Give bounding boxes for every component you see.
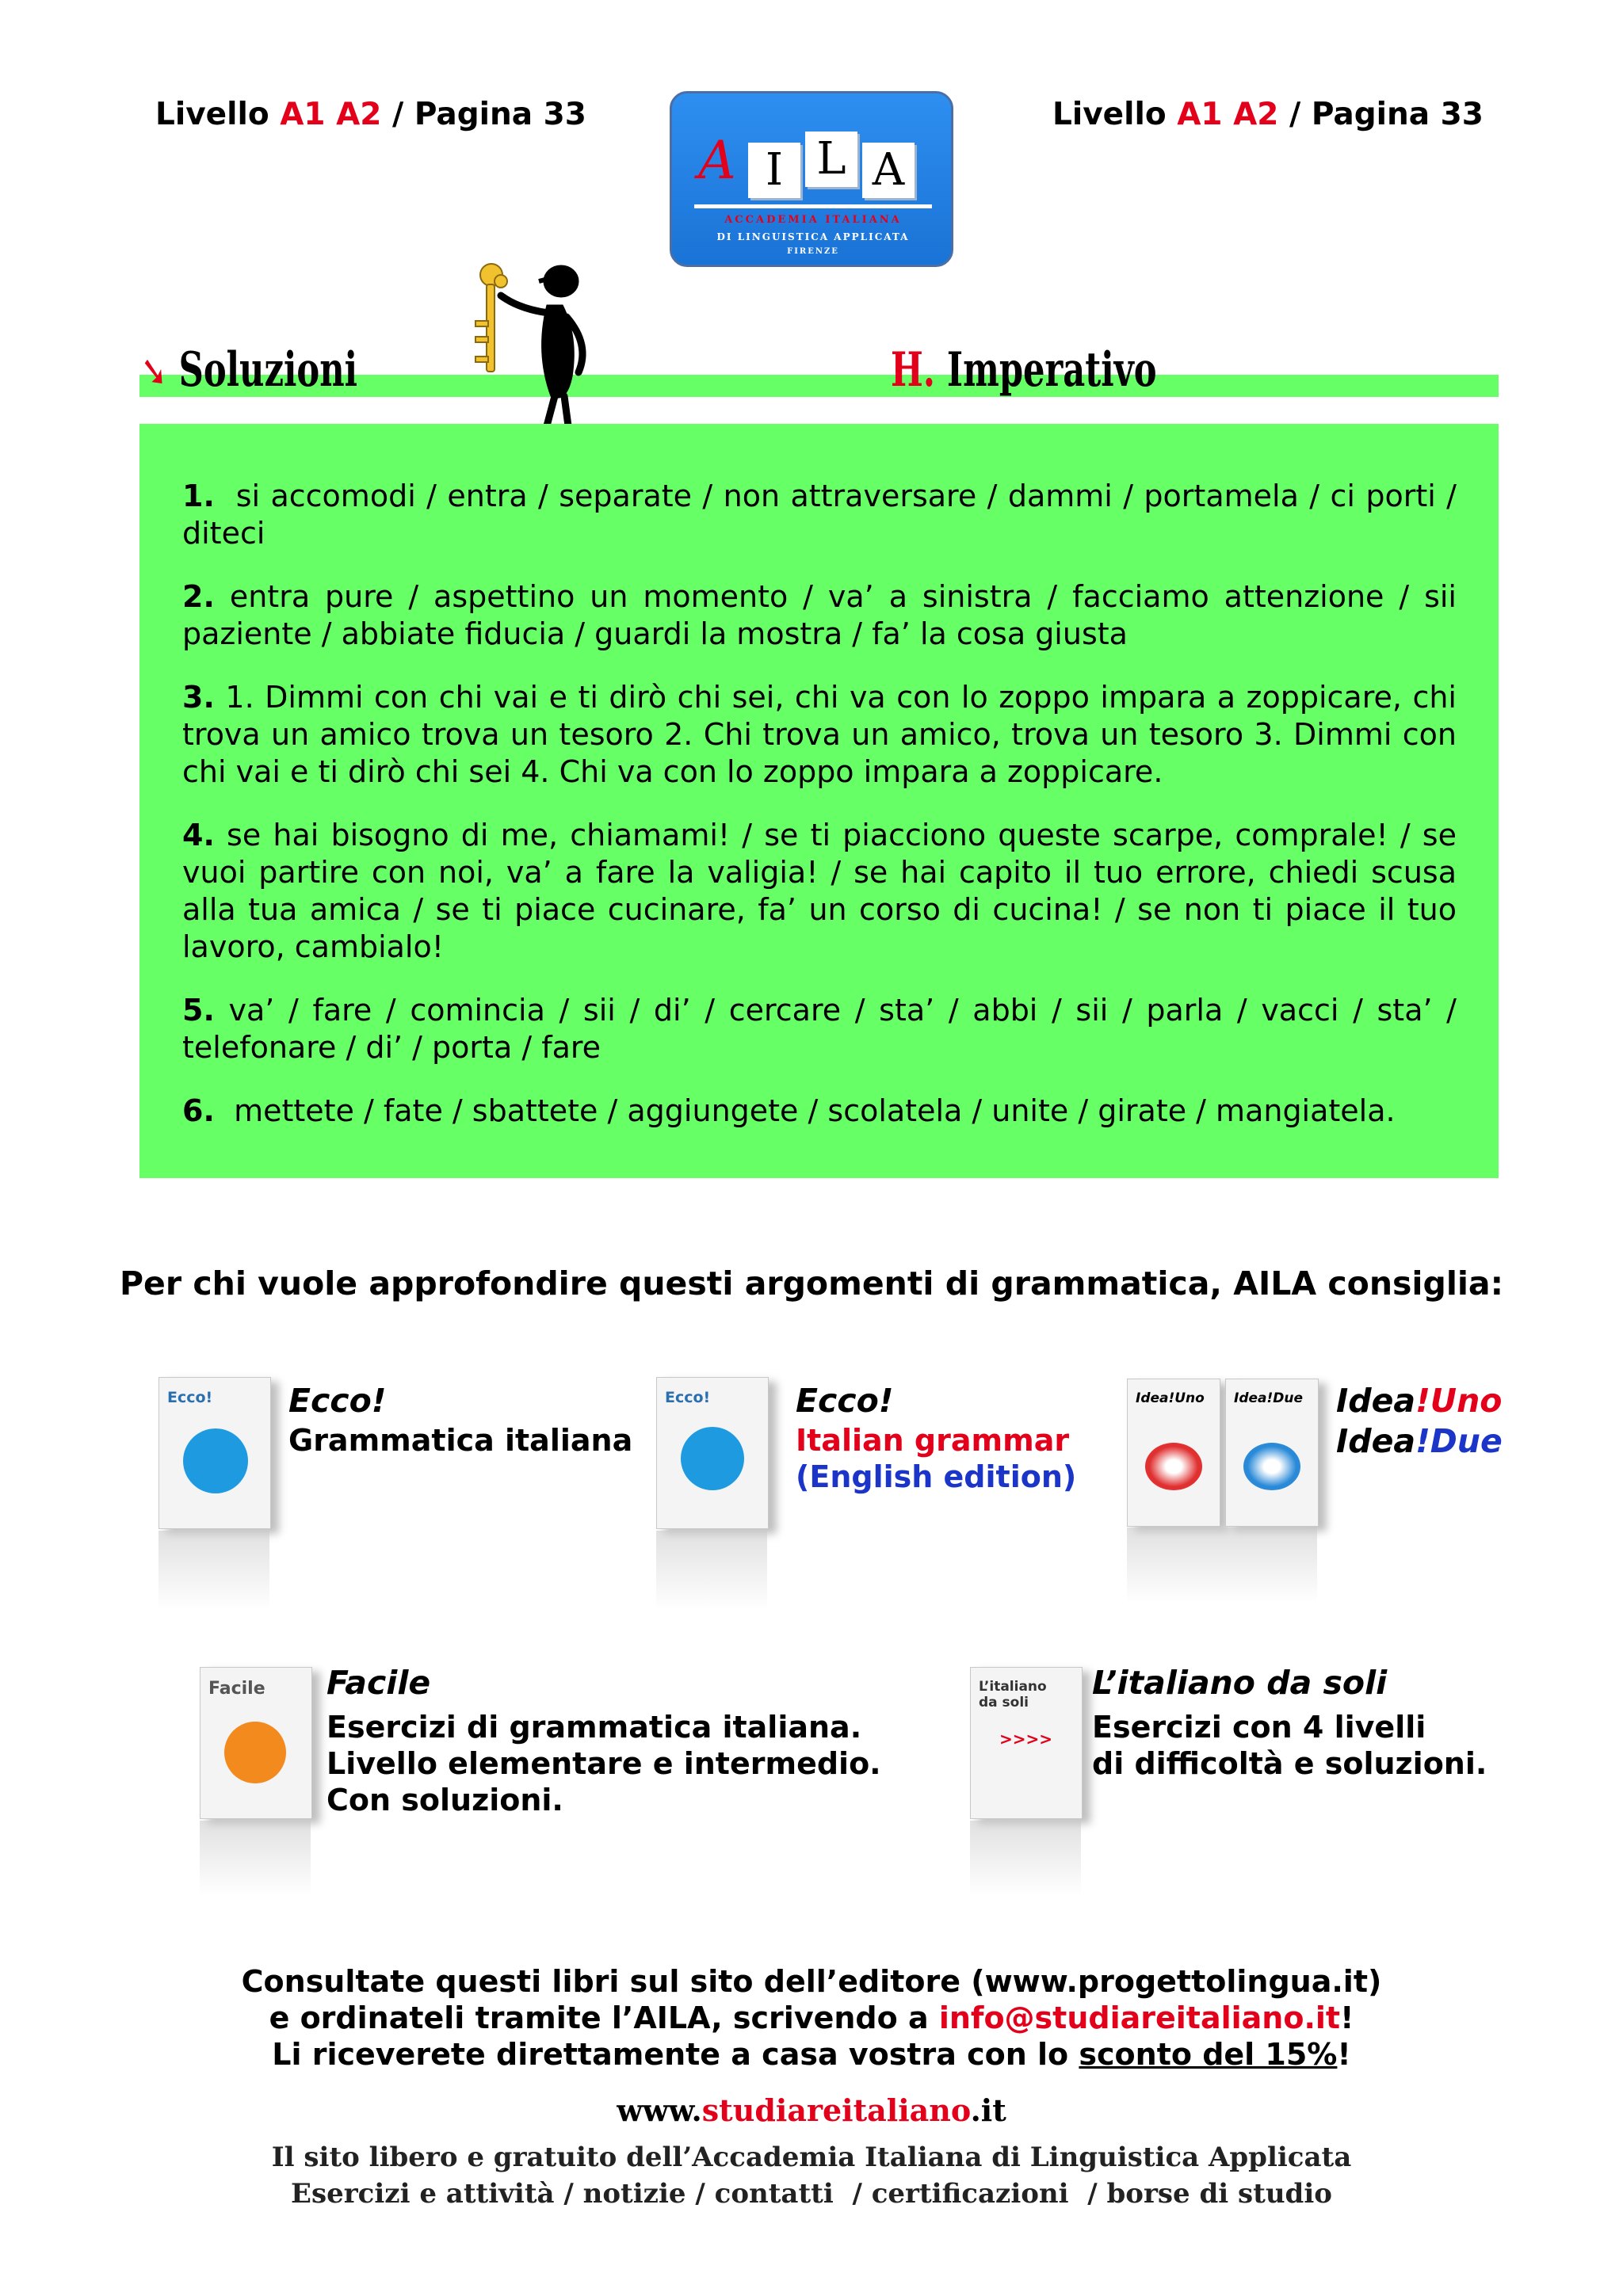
answer-item [182, 992, 1457, 1066]
logo-letter-i: I [748, 143, 800, 198]
answer-item [182, 817, 1457, 966]
level-a1: A1 [1177, 97, 1223, 132]
book-cover-ecco-english[interactable] [656, 1377, 769, 1529]
book-description: Con soluzioni. [327, 1783, 563, 1817]
answer-number: 3. [182, 680, 215, 715]
book-description: Esercizi di grammatica italiana. [327, 1710, 862, 1745]
book-title-idea-due[interactable] [1336, 1422, 1503, 1460]
book-title-idea-uno[interactable] [1336, 1382, 1502, 1420]
book-reflection [656, 1531, 767, 1610]
site-part: it [980, 2092, 1006, 2128]
idea-due-suffix: !Due [1415, 1422, 1503, 1460]
consult-text-part: ! [1337, 2037, 1351, 2072]
logo-letter-a2: A [862, 143, 915, 198]
answer-item [182, 1093, 1457, 1130]
page-number: / Pagina 33 [392, 97, 586, 132]
book-title-facile[interactable]: Facile [327, 1664, 431, 1702]
book-cover-idea-uno[interactable] [1127, 1379, 1220, 1527]
book-cover-title: Facile [208, 1679, 265, 1699]
section-letter: H. [891, 342, 935, 398]
answer-number: 2. [182, 579, 215, 614]
book-cover-title: Idea!Uno [1136, 1390, 1205, 1406]
page-number: / Pagina 33 [1289, 97, 1484, 132]
level-word: Livello [1052, 97, 1167, 132]
consult-text-part: Li riceverete direttamente a casa vostra con lo [272, 2037, 1079, 2072]
answer-text: mettete / fate / sbattete / aggiungete / scolatela / unite / girate / mangiatela. [234, 1093, 1396, 1128]
site-part: . [970, 2092, 981, 2128]
logo-line-1: ACCADEMIA ITALIANA [724, 214, 902, 226]
book-reflection [158, 1531, 269, 1610]
site-link[interactable] [0, 2092, 1623, 2128]
book-edition: (English edition) [796, 1459, 1077, 1494]
answer-item [182, 679, 1457, 791]
header-left [155, 97, 586, 132]
answer-number: 5. [182, 993, 215, 1028]
header-right [1052, 97, 1484, 132]
book-subtitle: Grammatica italiana [288, 1423, 633, 1458]
book-description: di difficoltà e soluzioni. [1092, 1746, 1487, 1781]
book-cover-idea-due[interactable] [1225, 1379, 1319, 1527]
book-cover-title: Ecco! [167, 1389, 213, 1406]
logo-letter-l: L [805, 132, 857, 187]
book-cover-title: Ecco! [665, 1389, 711, 1406]
book-description: Esercizi con 4 livelli [1092, 1710, 1426, 1745]
footer-line-2: Esercizi e attività / notizie / contatti / certificazioni / borse di studio [291, 2178, 1332, 2210]
cover-circle [681, 1427, 744, 1490]
logo-line-2: DI LINGUISTICA APPLICATA [716, 231, 910, 242]
answer-text: va’ / fare / comincia / sii / di’ / cercare / sta’ / abbi / sii / parla / vacci / sta’ / telefonare / di’ / porta / fare [182, 993, 1457, 1065]
level-a1: A1 [280, 97, 326, 132]
answer-item [182, 578, 1457, 653]
answer-text: entra pure / aspettino un momento / va’ a sinistra / facciamo attenzione / sii paziente / abbiate fiducia / guardi la mostra / fa’ la cosa giusta [182, 579, 1457, 651]
cover-circle [183, 1428, 248, 1493]
answer-text: si accomodi / entra / separate / non attraversare / dammi / portamela / ci porti / diteci [182, 479, 1457, 551]
level-word: Livello [155, 97, 269, 132]
answer-number: 4. [182, 818, 215, 852]
imperativo-title: Imperativo [946, 342, 1157, 398]
book-reflection [200, 1821, 311, 1896]
book-subtitle: Italian grammar [796, 1423, 1070, 1458]
arrow-icon: ➘ [141, 346, 167, 396]
book-title-italiano-da-soli[interactable]: L’italiano da soli [1092, 1664, 1388, 1702]
logo-line-3: FIRENZE [787, 247, 839, 256]
answer-text: 1. Dimmi con chi vai e ti dirò chi sei, chi va con lo zoppo impara a zoppicare, chi trova un amico trova un tesoro 2. Chi trova un amico, trova un tesoro 3. Dimmi con chi vai e ti dirò chi sei 4. Chi va con lo zoppo impara a zoppicare. [182, 680, 1457, 789]
level-a2: A2 [336, 97, 382, 132]
site-part: www. [617, 2092, 702, 2128]
answer-item [182, 478, 1457, 552]
book-cover-ecco[interactable] [158, 1377, 271, 1529]
cover-arrows-icon: >>>> [999, 1730, 1053, 1749]
recommendation-text: Per chi vuole approfondire questi argomenti di grammatica, AILA consiglia: [119, 1264, 1503, 1302]
book-description: Livello elementare e intermedio. [327, 1746, 881, 1781]
answer-number: 1. [182, 479, 215, 513]
answers-list [182, 478, 1457, 1156]
level-a2: A2 [1233, 97, 1279, 132]
book-cover-italiano-da-soli[interactable] [970, 1667, 1083, 1819]
aila-logo [670, 91, 953, 267]
site-part: studiareitaliano [701, 2092, 971, 2128]
consult-text [0, 1963, 1623, 2073]
consult-text-part: e ordinateli tramite l’AILA, scrivendo a [269, 2000, 939, 2035]
discount-text: sconto del 15% [1079, 2037, 1338, 2072]
book-cover-title: L’italiano da soli [979, 1679, 1047, 1711]
cover-circle [224, 1722, 286, 1783]
section-title-left [141, 342, 357, 398]
email-link[interactable]: info@studiareitaliano.it [938, 2000, 1341, 2035]
book-reflection [970, 1821, 1081, 1896]
cover-circle [1145, 1443, 1202, 1490]
soluzioni-title: Soluzioni [178, 342, 358, 398]
book-cover-title: Idea!Due [1234, 1390, 1303, 1406]
logo-divider [694, 204, 932, 208]
consult-line-3 [0, 2036, 1623, 2073]
idea-uno-suffix: !Uno [1415, 1382, 1503, 1420]
book-cover-facile[interactable] [200, 1667, 312, 1819]
book-title-ecco-english[interactable]: Ecco! [796, 1382, 894, 1420]
consult-text-part: ! [1340, 2000, 1354, 2035]
footer-line-1: Il sito libero e gratuito dell’Accademia Italiana di Linguistica Applicata [271, 2142, 1352, 2173]
footer [0, 2139, 1623, 2212]
section-title-right [891, 342, 1157, 398]
logo-letter-a: A [698, 130, 736, 191]
answer-text: se hai bisogno di me, chiamami! / se ti piacciono queste scarpe, comprale! / se vuoi partire con noi, va’ a fare la valigia! / se hai capito il tuo errore, chiedi scusa alla tua amica / se ti piace cucinare, fa’ un corso di cucina! / se non ti piace il tuo lavoro, cambialo! [182, 818, 1457, 964]
book-title-ecco[interactable]: Ecco! [288, 1382, 387, 1420]
cover-circle [1243, 1443, 1300, 1490]
consult-line-1: Consultate questi libri sul sito dell’editore (www.progettolingua.it) [241, 1964, 1382, 1999]
idea-word: Idea [1336, 1382, 1416, 1420]
idea-word: Idea [1336, 1422, 1416, 1460]
consult-line-2 [0, 2000, 1623, 2036]
book-reflection [1127, 1527, 1317, 1603]
answer-number: 6. [182, 1093, 215, 1128]
